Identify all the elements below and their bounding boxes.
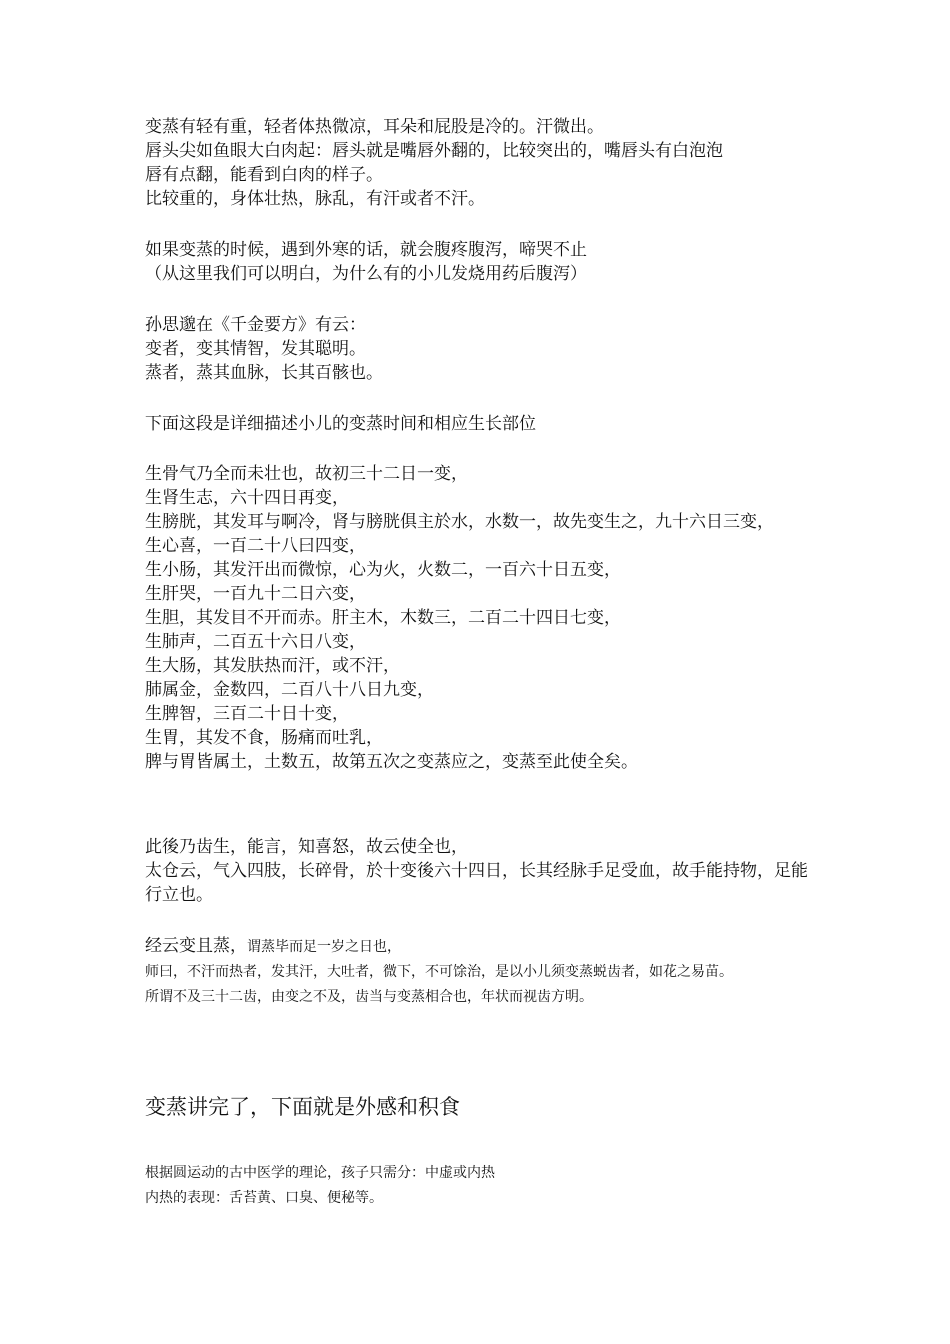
text-line: 生脾智，三百二十日十变， — [145, 704, 349, 724]
text-line: 生小肠，其发汗出而微惊，心为火，火数二，一百六十日五变， — [145, 560, 621, 580]
paragraph-classic — [145, 934, 810, 1010]
text-line: 变者，变其情智，发其聪明。 — [145, 339, 366, 359]
text-line: 如果变蒸的时候，遇到外寒的话，就会腹疼腹泻，啼哭不止 — [145, 240, 587, 260]
text-line: 孙思邈在《千金要方》有云： — [145, 315, 366, 335]
text-line: 唇有点翻，能看到白肉的样子。 — [145, 165, 383, 185]
text-fragment: 经云变且蒸， — [145, 936, 247, 956]
text-line: 此後乃齿生，能言，知喜怒，故云使全也， — [145, 837, 468, 857]
text-line: 生肺声，二百五十六日八变， — [145, 632, 366, 652]
paragraph-symptoms — [145, 115, 810, 211]
text-line: 变蒸有轻有重，轻者体热微凉，耳朵和屁股是冷的。汗微出。 — [145, 117, 604, 137]
text-line: 下面这段是详细描述小儿的变蒸时间和相应生长部位 — [145, 414, 536, 434]
text-line: （从这里我们可以明白，为什么有的小儿发烧用药后腹泻） — [145, 264, 587, 284]
text-line: 生胆，其发目不开而赤。肝主木，木数三，二百二十四日七变， — [145, 608, 621, 628]
text-line: 根据圆运动的古中医学的理论，孩子只需分：中虚或内热 — [145, 1165, 495, 1181]
text-line: 脾与胃皆属土，土数五，故第五次之变蒸应之，变蒸至此使全矣。 — [145, 752, 638, 772]
paragraph-cold — [145, 238, 810, 286]
text-fragment: 谓蒸毕而足一岁之日也， — [247, 939, 401, 955]
text-line: 太仓云，气入四肢，长碎骨，於十变後六十四日，长其经脉手足受血，故手能持物，足能行立也。 — [145, 861, 808, 905]
paragraph-quote — [145, 313, 810, 385]
text-line: 所谓不及三十二齿，由变之不及，齿当与变蒸相合也，年状而视齿方明。 — [145, 989, 593, 1005]
text-line: 肺属金，金数四，二百八十八日九变， — [145, 680, 434, 700]
paragraph-stages — [145, 462, 810, 774]
section-heading: 变蒸讲完了，下面就是外感和积食 — [145, 1095, 460, 1119]
paragraph-theory — [145, 1161, 810, 1211]
paragraph-intro — [145, 412, 810, 436]
text-line: 生心喜，一百二十八曰四变， — [145, 536, 366, 556]
text-line: 唇头尖如鱼眼大白肉起：唇头就是嘴唇外翻的，比较突出的，嘴唇头有白泡泡 — [145, 141, 723, 161]
text-line: 生大肠，其发肤热而汗，或不汗， — [145, 656, 400, 676]
text-line: 蒸者，蒸其血脉，长其百骸也。 — [145, 363, 383, 383]
text-line: 内热的表现：舌苔黄、口臭、便秘等。 — [145, 1190, 383, 1206]
text-line: 生骨气乃全而未壮也，故初三十二日一变， — [145, 464, 468, 484]
text-line: 师曰，不汗而热者，发其汗，大吐者，微下，不可馀治，是以小儿须变蒸蜕齿者，如花之易苗。 — [145, 964, 733, 980]
text-line: 生肾生志，六十四日再变， — [145, 488, 349, 508]
text-line: 比较重的，身体壮热，脉乱，有汗或者不汗。 — [145, 189, 485, 209]
text-line: 生肝哭，一百九十二日六变， — [145, 584, 366, 604]
paragraph-teeth — [145, 835, 810, 907]
text-line: 生膀胱，其发耳与啊冷，肾与膀胱俱主於水，水数一，故先变生之，九十六日三变， — [145, 512, 774, 532]
text-line — [145, 934, 810, 960]
text-line: 生胃，其发不食，肠痛而吐乳， — [145, 728, 383, 748]
